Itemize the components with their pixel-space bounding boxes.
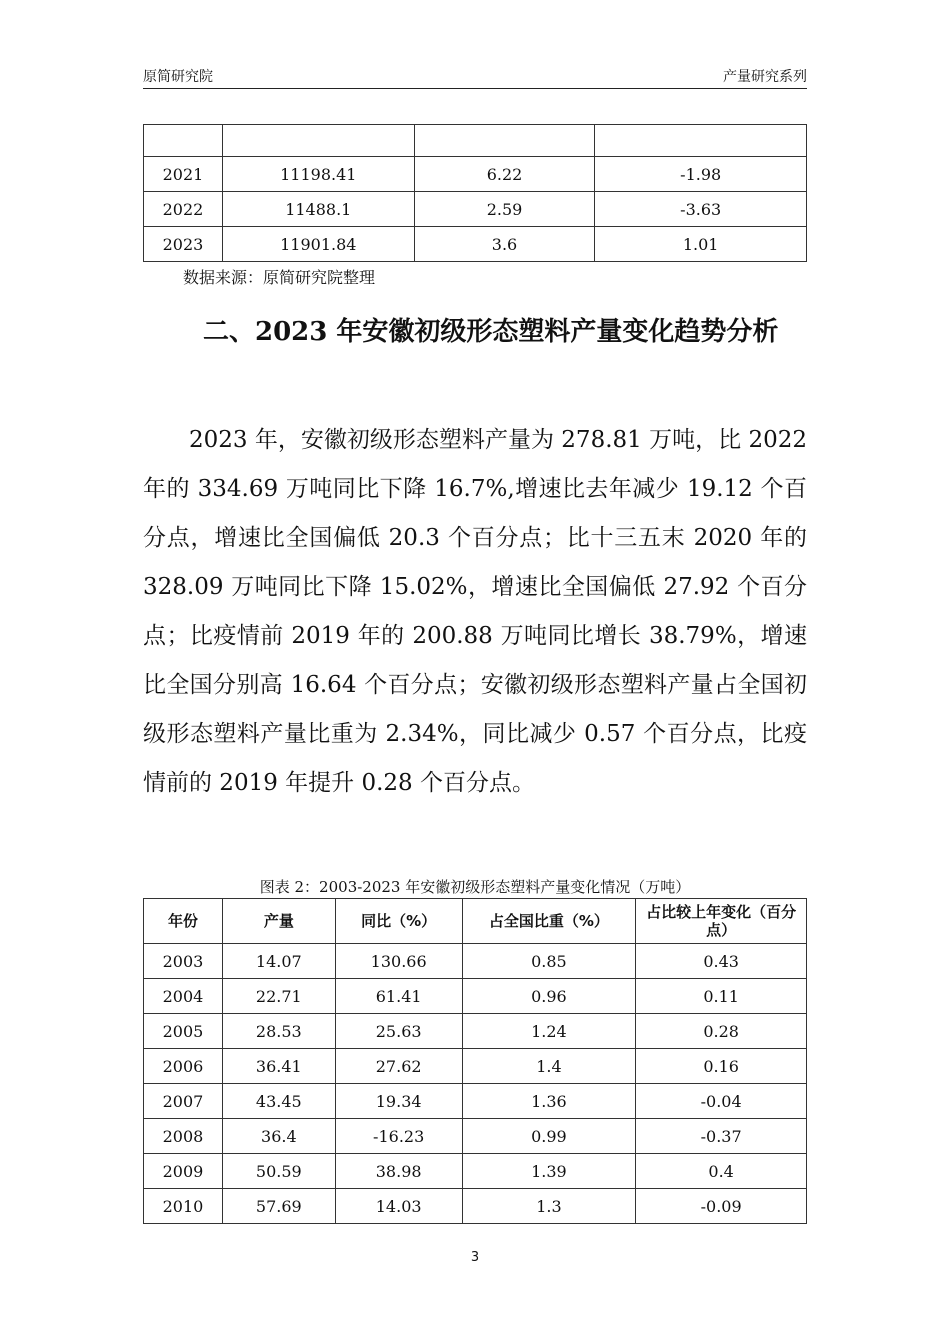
header-series-name: 产量研究系列 xyxy=(723,69,807,85)
cell-yoy: 130.66 xyxy=(335,944,462,979)
page-number: 3 xyxy=(470,1250,480,1265)
cell-change: -3.63 xyxy=(595,192,807,227)
cell-share-change: 0.4 xyxy=(636,1154,807,1189)
cell-output: 36.41 xyxy=(222,1049,335,1084)
cell-output: 11901.84 xyxy=(222,227,414,262)
cell-year: 2007 xyxy=(144,1084,223,1119)
table-row xyxy=(144,944,807,979)
cell-year: 2003 xyxy=(144,944,223,979)
cell-year: 2010 xyxy=(144,1189,223,1224)
cell-share-change: -0.37 xyxy=(636,1119,807,1154)
table-row xyxy=(144,1189,807,1224)
cell-yoy: 27.62 xyxy=(335,1049,462,1084)
table-row xyxy=(144,979,807,1014)
table-row-fragment xyxy=(144,125,807,157)
page-header xyxy=(143,62,807,89)
col-header-share: 占全国比重（%） xyxy=(462,899,636,944)
cell-output: 28.53 xyxy=(222,1014,335,1049)
cell-share-change: 0.43 xyxy=(636,944,807,979)
cell-year: 2008 xyxy=(144,1119,223,1154)
cell-output: 22.71 xyxy=(222,979,335,1014)
cell-share: 1.36 xyxy=(462,1084,636,1119)
cell-output: 14.07 xyxy=(222,944,335,979)
cell-year: 2004 xyxy=(144,979,223,1014)
cell-share: 0.96 xyxy=(462,979,636,1014)
cell-yoy: -16.23 xyxy=(335,1119,462,1154)
table-row xyxy=(144,1049,807,1084)
cell-share: 1.24 xyxy=(462,1014,636,1049)
cell-share-change: -0.09 xyxy=(636,1189,807,1224)
cell-year: 2022 xyxy=(144,192,223,227)
col-header-yoy: 同比（%） xyxy=(335,899,462,944)
cell-year: 2023 xyxy=(144,227,223,262)
cell-year: 2006 xyxy=(144,1049,223,1084)
section-heading: 二、2023 年安徽初级形态塑料产量变化趋势分析 xyxy=(203,317,779,347)
cell-year: 2005 xyxy=(144,1014,223,1049)
table-row xyxy=(144,227,807,262)
cell-growth: 6.22 xyxy=(414,157,595,192)
cell-output: 36.4 xyxy=(222,1119,335,1154)
cell-share: 1.4 xyxy=(462,1049,636,1084)
output-table xyxy=(143,898,807,1224)
table-row xyxy=(144,1014,807,1049)
table-header-row xyxy=(144,899,807,944)
table-row xyxy=(144,1119,807,1154)
table-row xyxy=(144,1084,807,1119)
table-row xyxy=(144,1154,807,1189)
figure-caption: 图表 2：2003-2023 年安徽初级形态塑料产量变化情况（万吨） xyxy=(259,878,691,896)
cell-share-change: -0.04 xyxy=(636,1084,807,1119)
cell-year: 2009 xyxy=(144,1154,223,1189)
col-header-share-change: 占比较上年变化（百分点） xyxy=(636,899,807,944)
cell-yoy: 25.63 xyxy=(335,1014,462,1049)
cell-share-change: 0.28 xyxy=(636,1014,807,1049)
table-continued xyxy=(143,124,807,262)
cell-share-change: 0.11 xyxy=(636,979,807,1014)
body-paragraph: 2023 年，安徽初级形态塑料产量为 278.81 万吨，比 2022 年的 334.69 万吨同比下降 16.7%,增速比去年减少 19.12 个百分点，增速比全国偏低 20.3 个百分点；比十三五末 2020 年的 328.09 万吨同比下降 15.02%，增速比全国偏低 27.92 个百分点；比疫情前 2019 年的 200.88 万吨同比增长 38.79%，增速比全国分别高 16.64 个百分点；安徽初级形态塑料产量占全国初级形态塑料产量比重为 2.34%，同比减少 0.57 个百分点，比疫情前的 2019 年提升 0.28 个百分点。 xyxy=(143,427,807,796)
cell-yoy: 61.41 xyxy=(335,979,462,1014)
cell-output: 11488.1 xyxy=(222,192,414,227)
cell-share: 1.39 xyxy=(462,1154,636,1189)
cell-output: 11198.41 xyxy=(222,157,414,192)
table-row xyxy=(144,157,807,192)
cell-yoy: 14.03 xyxy=(335,1189,462,1224)
table-row xyxy=(144,192,807,227)
cell-output: 57.69 xyxy=(222,1189,335,1224)
cell-year: 2021 xyxy=(144,157,223,192)
cell-output: 50.59 xyxy=(222,1154,335,1189)
cell-share: 0.85 xyxy=(462,944,636,979)
cell-output: 43.45 xyxy=(222,1084,335,1119)
cell-growth: 2.59 xyxy=(414,192,595,227)
cell-share: 1.3 xyxy=(462,1189,636,1224)
header-org-name: 原简研究院 xyxy=(143,69,213,85)
cell-yoy: 19.34 xyxy=(335,1084,462,1119)
cell-change: 1.01 xyxy=(595,227,807,262)
cell-yoy: 38.98 xyxy=(335,1154,462,1189)
col-header-output: 产量 xyxy=(222,899,335,944)
data-source-note: 数据来源：原简研究院整理 xyxy=(183,268,376,287)
cell-growth: 3.6 xyxy=(414,227,595,262)
cell-share: 0.99 xyxy=(462,1119,636,1154)
col-header-year: 年份 xyxy=(144,899,223,944)
cell-change: -1.98 xyxy=(595,157,807,192)
cell-share-change: 0.16 xyxy=(636,1049,807,1084)
